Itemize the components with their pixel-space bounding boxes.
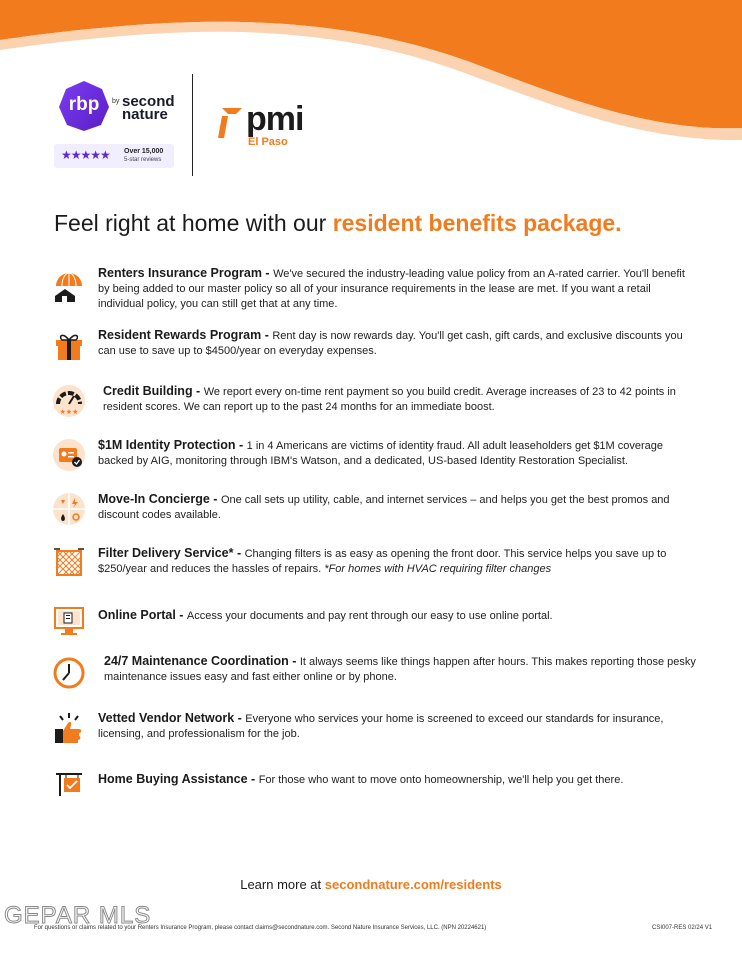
learn-more-lead: Learn more at [240,877,325,892]
benefit-description: We've secured the industry-leading value policy from an A-rated carrier. You'll benefit by being added to our master policy so all of your insurance requirements in the lease are met. If you want a retail individual policy, you can still get that at any time. [98,268,685,310]
learn-more-line [0,877,742,892]
headline-accent: resident benefits package. [332,210,622,236]
reviews-count: Over 15,000 [124,148,164,155]
gift-icon [52,328,86,362]
benefit-title: Renters Insurance Program - [98,266,274,280]
air-filter-icon [52,546,86,580]
benefit-description: Rent day is now rewards day. You'll get cash, gift cards, and exclusive discounts you can use to save up to $4500/year on everyday expenses. [98,330,683,357]
fine-print: For questions or claims related to your Renters Insurance Program, please contact claims@secondnature.com. Second Nature Insurance Services, LLC. (NPN 20224621) [34,925,487,931]
benefit-text [103,384,703,415]
benefit-title: Filter Delivery Service* - [98,546,245,560]
credit-gauge-icon [52,384,86,418]
pmi-wordmark: pmi [246,100,304,138]
mls-watermark: GEPAR MLS [4,902,152,929]
benefit-title: Online Portal - [98,608,187,622]
benefit-title: Resident Rewards Program - [98,328,273,342]
benefit-description: One call sets up utility, cable, and internet services – and helps you get the best promos and discount codes available. [98,494,670,521]
benefit-title: Home Buying Assistance - [98,772,259,786]
benefit-title: Vetted Vendor Network - [98,711,246,725]
headline-lead: Feel right at home with our [54,210,333,236]
benefit-description: Access your documents and pay rent through our easy to use online portal. [186,610,553,622]
utilities-icon [52,492,86,526]
five-stars-icon: ★★★★★ [61,148,110,162]
reviews-badge [54,144,174,168]
benefit-text [98,711,698,742]
reviews-label: 5-star reviews [124,157,162,163]
clock-icon [52,656,86,690]
benefit-description: Everyone who services your home is screened to exceed our standards for insurance, licensing, and professionalism for the job. [98,713,664,740]
page-headline [54,210,622,237]
benefit-title: 24/7 Maintenance Coordination - [104,654,300,668]
pmi-logo [216,102,316,152]
umbrella-house-icon [52,270,86,304]
by-label: by [112,98,120,105]
benefit-text [98,608,698,624]
pmi-location: El Paso [248,136,288,148]
benefit-description: It always seems like things happen after hours. This makes reporting those pesky maintenance issues easy and fast either online or by phone. [104,656,696,683]
benefit-title: Move-In Concierge - [98,492,221,506]
benefit-text [98,492,698,523]
benefit-text [98,438,698,469]
second-nature-wordmark: second nature [122,93,175,123]
identity-protection-icon [52,438,86,472]
benefit-footnote: *For homes with HVAC requiring filter changes [324,563,552,575]
rbp-wordmark: rbp [68,94,100,115]
learn-more-link[interactable]: secondnature.com/residents [324,877,502,892]
home-buying-icon [52,766,86,800]
online-portal-icon [52,604,86,638]
benefit-text [98,328,698,359]
benefit-title: $1M Identity Protection - [98,438,247,452]
benefit-description: Changing filters is as easy as opening the front door. This service helps you save up to $250/year and reduces the hassles of repairs. [98,548,667,575]
pmi-mark-icon [216,104,244,140]
document-code: CSI007-RES 02/24 V1 [652,925,713,931]
benefit-title: Credit Building - [103,384,204,398]
benefit-description: We report every on-time rent payment so you build credit. Average increases of 23 to 42 points in resident scores. We can report up to the past 24 months for an immediate boost. [103,386,676,413]
benefit-text [98,772,698,788]
benefit-text [98,266,698,312]
vetted-vendor-icon [52,711,86,745]
benefit-description: 1 in 4 Americans are victims of identity fraud. All adult leaseholders get $1M coverage backed by AIG, monitoring through IBM's Watson, and a dedicated, US-based Identity Restoration Specialist. [98,440,664,467]
benefit-text [104,654,704,685]
logo-divider [192,74,193,176]
benefit-text [98,546,698,577]
svg-text:★★★: ★★★ [59,408,79,416]
benefit-description: For those who want to move onto homeownership, we'll help you get there. [258,774,624,786]
